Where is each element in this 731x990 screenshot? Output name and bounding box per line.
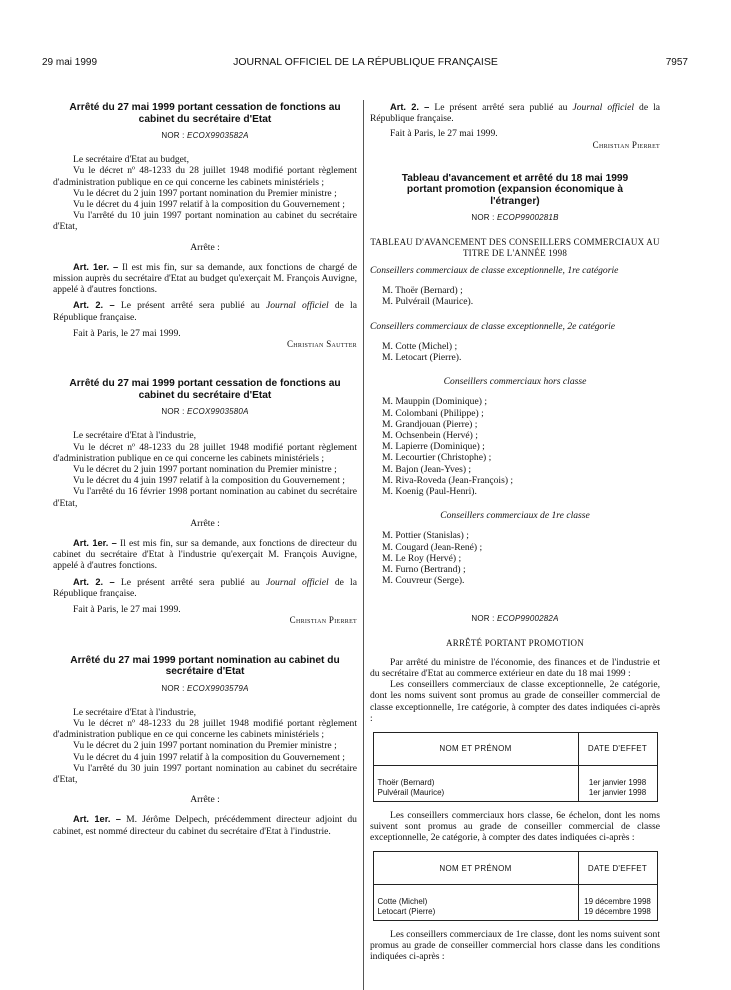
list-item: M. Colombani (Philippe) ;	[382, 407, 484, 419]
list-item: M. Furno (Bertrand) ;	[382, 563, 466, 575]
arrete-heading: Arrête :	[190, 517, 220, 529]
article-2: Art. 2. – Le présent arrêté sera publié au Journal officiel de la République française.	[370, 102, 660, 125]
name-list	[370, 396, 660, 497]
list-item: M. Thoër (Bernard) ;	[382, 285, 463, 297]
list-item: M. Letocart (Pierre).	[382, 351, 462, 363]
paragraph: Le secrétaire d'Etat à l'industrie,	[73, 430, 197, 442]
paragraph: Vu le décret du 4 juin 1997 relatif à la composition du Gouvernement ;	[73, 199, 345, 211]
paragraph: Les conseillers commerciaux de 1re classe, dont les noms suivent sont promus au grade de conseiller commercial hors classe dans les conditions indiquées ci-après :	[370, 928, 660, 963]
list-item: M. Grandjouan (Pierre) ;	[382, 418, 478, 430]
nor-reference: NOR : ECOX9903582A	[161, 131, 249, 140]
arrete-heading: Arrête :	[190, 241, 220, 253]
paragraph: Le secrétaire d'Etat à l'industrie,	[73, 706, 197, 718]
paragraph: Vu l'arrêté du 30 juin 1997 portant nomination au cabinet du secrétaire d'Etat,	[53, 762, 357, 785]
table-heading: TABLEAU D'AVANCEMENT DES CONSEILLERS COMMERCIAUX AU TITRE DE L'ANNÉE 1998	[370, 236, 660, 258]
paragraph: Vu le décret du 4 juin 1997 relatif à la composition du Gouvernement ;	[73, 751, 345, 763]
right-column	[370, 102, 660, 962]
list-item: M. Koenig (Paul-Henri).	[382, 485, 477, 497]
article-1: Art. 1er. – Il est mis fin, sur sa demande, aux fonctions de chargé de mission auprès du secrétaire d'Etat au budget qu'exerçait M. François Auvigne, appelé à d'autres fonctions.	[53, 261, 357, 296]
nor-reference: NOR : ECOP9900281B	[471, 213, 559, 223]
signature: Christian Sautter	[286, 339, 357, 350]
list-item: M. Lecourtier (Christophe) ;	[382, 452, 492, 464]
fait-a-paris: Fait à Paris, le 27 mai 1999.	[73, 604, 181, 616]
category-label: Conseillers commerciaux de classe exceptionnelle, 2e catégorie	[370, 320, 616, 332]
paragraph: Vu l'arrêté du 10 juin 1997 portant nomination au cabinet du secrétaire d'Etat,	[53, 210, 357, 233]
list-item: M. Cotte (Michel) ;	[382, 340, 458, 352]
fait-a-paris: Fait à Paris, le 27 mai 1999.	[390, 128, 498, 140]
promotion-table-1	[373, 732, 658, 802]
list-item: M. Pulvérail (Maurice).	[382, 296, 474, 308]
article-1: Art. 1er. – Il est mis fin, sur sa demande, aux fonctions de directeur du cabinet du secrétaire d'Etat à l'industrie qu'exerçait M. François Auvigne, appelé à d'autres fonctions.	[53, 538, 357, 572]
name-list	[370, 530, 660, 586]
paragraph: Les conseillers commerciaux de classe exceptionnelle, 2e catégorie, dont les noms suivent sont promus au grade de conseiller commercial de classe exceptionnelle, 1re catégorie, à compter des dates indiquées ci-après :	[370, 679, 660, 724]
category-label: Conseillers commerciaux hors classe	[443, 376, 587, 388]
list-item: M. Riva-Roveda (Jean-François) ;	[382, 474, 514, 486]
section-title: Arrêté du 27 mai 1999 portant cessation de fonctions au cabinet du secrétaire d'Etat	[69, 102, 341, 125]
section-title: Arrêté du 27 mai 1999 portant nomination au cabinet du secrétaire d'Etat	[70, 654, 340, 677]
list-item: M. Mauppin (Dominique) ;	[382, 396, 487, 408]
paragraph: Vu le décret du 2 juin 1997 portant nomination du Premier ministre ;	[73, 740, 337, 752]
signature: Christian Pierret	[289, 615, 357, 626]
name-list	[370, 341, 660, 363]
left-column	[53, 102, 357, 837]
column-header: NOM ET PRÉNOM	[373, 852, 578, 885]
list-item: M. Le Roy (Hervé) ;	[382, 552, 462, 564]
table-cell: Letocart (Pierre)	[373, 907, 578, 921]
arrete-heading: Arrête :	[190, 794, 220, 806]
nor-reference: NOR : ECOX9903580A	[161, 407, 249, 417]
paragraph: Vu l'arrêté du 16 février 1998 portant nomination au cabinet du secrétaire d'Etat,	[53, 486, 357, 509]
table-cell: Cotte (Michel)	[373, 885, 578, 907]
category-label: Conseillers commerciaux de classe exceptionnelle, 1re catégorie	[370, 264, 619, 276]
list-item: M. Cougard (Jean-René) ;	[382, 541, 483, 553]
article-1: Art. 1er. – M. Jérôme Delpech, précédemment directeur adjoint du cabinet, est nommé directeur du cabinet du secrétaire d'Etat à l'industrie.	[53, 814, 357, 837]
list-item: M. Couvreur (Serge).	[382, 575, 465, 587]
page-header	[0, 0, 731, 80]
header-date: 29 mai 1999	[42, 57, 98, 68]
paragraph: Vu le décret nº 48-1233 du 28 juillet 1948 modifié portant règlement d'administration publique en ce qui concerne les cabinets ministériels ;	[53, 165, 357, 188]
table-cell: Thoër (Bernard)	[373, 766, 578, 788]
section-title: Tableau d'avancement et arrêté du 18 mai 1999 portant promotion (expansion économique à l'étranger)	[401, 172, 629, 207]
column-header: DATE D'EFFET	[578, 852, 657, 885]
nor-reference: NOR : ECOX9903579A	[161, 683, 249, 693]
table-cell: 1er janvier 1998	[578, 766, 657, 788]
article-2: Art. 2. – Le présent arrêté sera publié au Journal officiel de la République française.	[53, 576, 357, 599]
paragraph: Vu le décret du 4 juin 1997 relatif à la composition du Gouvernement ;	[73, 475, 345, 487]
list-item: M. Pottier (Stanislas) ;	[382, 530, 469, 542]
paragraph: Les conseillers commerciaux hors classe, 6e échelon, dont les noms suivent sont promus au grade de conseiller commercial de classe exceptionnelle, 2e catégorie, à compter des dates indiquées ci-après :	[370, 809, 660, 843]
article-2: Art. 2. – Le présent arrêté sera publié au Journal officiel de la République française.	[53, 300, 357, 323]
paragraph: Vu le décret du 2 juin 1997 portant nomination du Premier ministre ;	[73, 464, 337, 476]
table-cell: 19 décembre 1998	[578, 885, 657, 907]
table-cell: Pulvérail (Maurice)	[373, 788, 578, 802]
list-item: M. Bajon (Jean-Yves) ;	[382, 463, 472, 475]
table-cell: 1er janvier 1998	[578, 788, 657, 802]
paragraph: Vu le décret nº 48-1233 du 28 juillet 1948 modifié portant règlement d'administration publique en ce qui concerne les cabinets ministériels ;	[53, 717, 357, 741]
column-header: DATE D'EFFET	[578, 733, 657, 766]
list-item: M. Ochsenbein (Hervé) ;	[382, 429, 478, 441]
paragraph: Le secrétaire d'Etat au budget,	[73, 154, 189, 166]
section-title: Arrêté du 27 mai 1999 portant cessation de fonctions au cabinet du secrétaire d'Etat	[69, 378, 341, 401]
name-list	[370, 285, 660, 307]
signature: Christian Pierret	[592, 139, 660, 150]
paragraph: Vu le décret du 2 juin 1997 portant nomination du Premier ministre ;	[73, 187, 337, 199]
column-divider	[363, 100, 364, 990]
nor-reference: NOR : ECOP9900282A	[471, 614, 559, 624]
column-header: NOM ET PRÉNOM	[373, 733, 578, 766]
arrete-title: ARRÊTÉ PORTANT PROMOTION	[446, 637, 584, 648]
fait-a-paris: Fait à Paris, le 27 mai 1999.	[73, 327, 181, 339]
list-item: M. Lapierre (Dominique) ;	[382, 441, 485, 453]
journal-title: JOURNAL OFFICIEL DE LA RÉPUBLIQUE FRANÇAISE	[233, 56, 498, 68]
promotion-table-2	[373, 851, 658, 921]
page-number: 7957	[665, 57, 688, 68]
table-cell: 19 décembre 1998	[578, 907, 657, 921]
category-label: Conseillers commerciaux de 1re classe	[440, 510, 590, 522]
paragraph: Vu le décret nº 48-1233 du 28 juillet 1948 modifié portant règlement d'administration publique en ce qui concerne les cabinets ministériels ;	[53, 441, 357, 464]
paragraph: Par arrêté du ministre de l'économie, des finances et de l'industrie et du secrétaire d'Etat au commerce extérieur en date du 18 mai 1999 :	[370, 656, 660, 679]
